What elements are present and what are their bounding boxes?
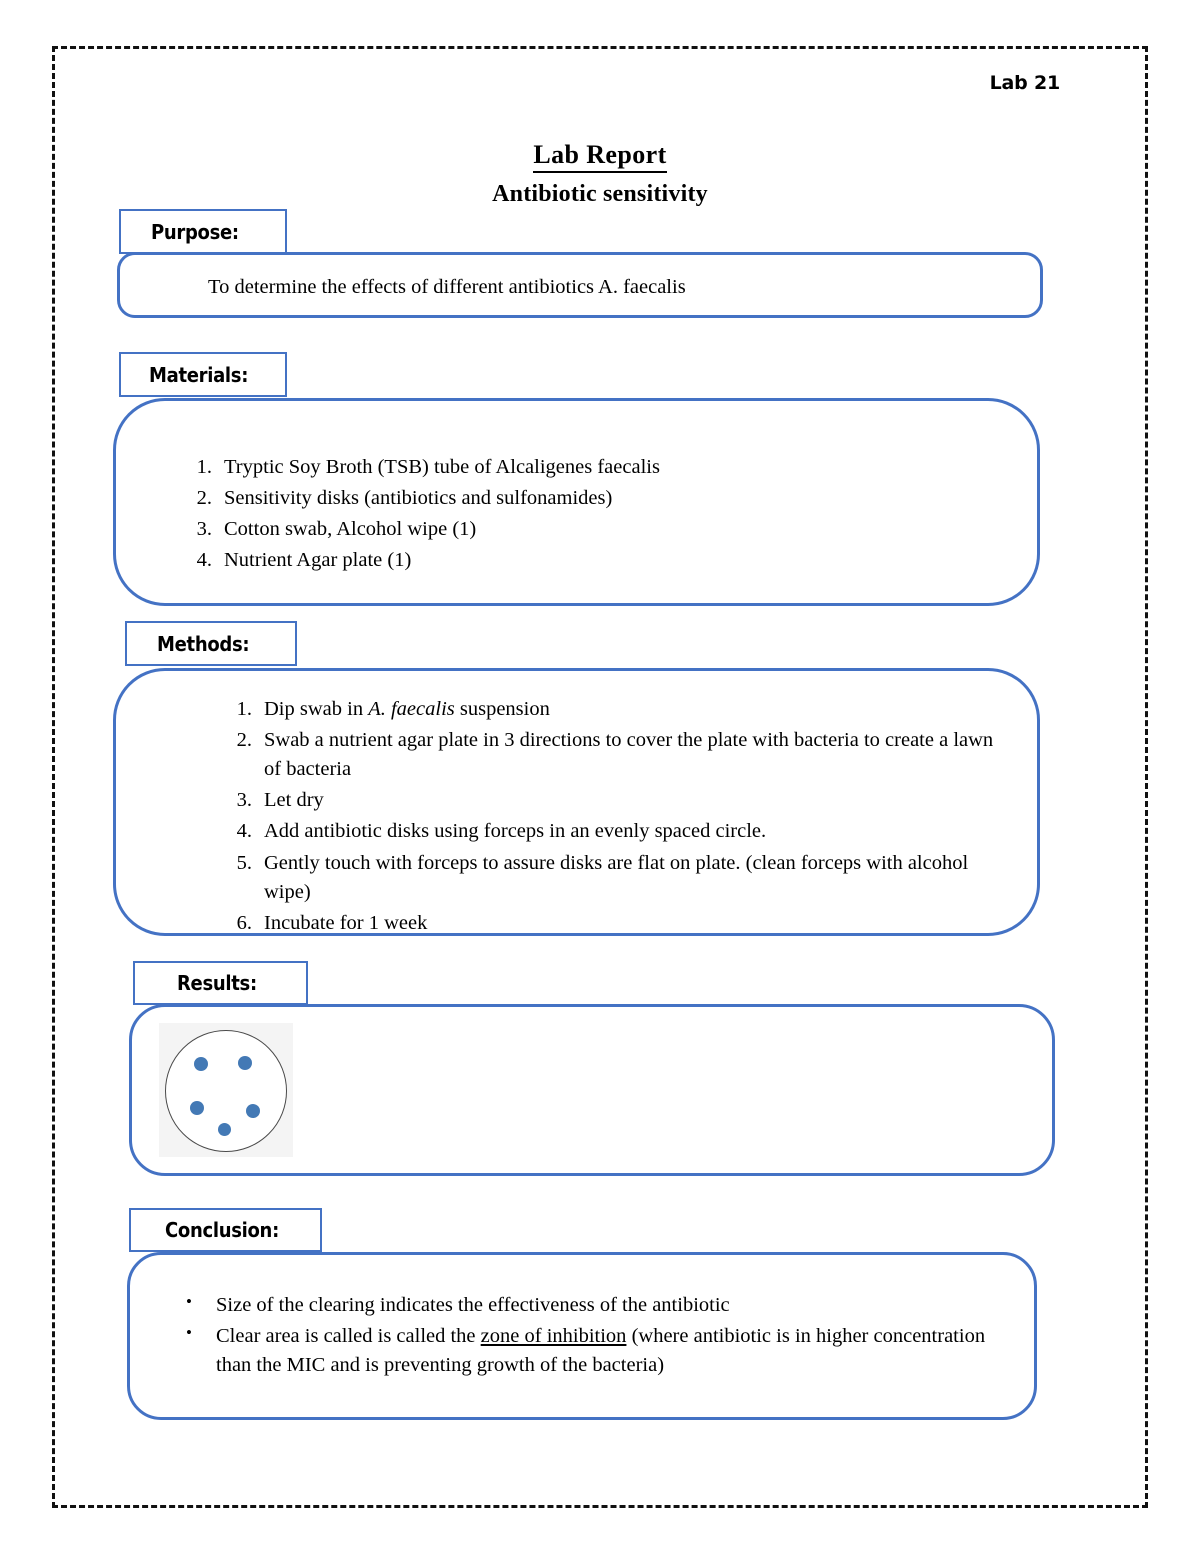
list-item-number: 1. — [196, 456, 212, 478]
list-item — [178, 484, 1037, 513]
list-item-text: Add antibiotic disks using forceps in an evenly spaced circle. — [264, 820, 767, 843]
conclusion-list — [130, 1255, 1034, 1380]
list-item-text: Nutrient Agar plate (1) — [224, 549, 412, 572]
list-item-number: 5. — [236, 851, 252, 874]
list-item-number: 1. — [236, 698, 252, 720]
list-item — [178, 515, 1037, 544]
list-item-text — [216, 1294, 730, 1316]
section-label-results-text: Results: — [177, 971, 257, 995]
list-item-text: Tryptic Soy Broth (TSB) tube of Alcaligenes faecalis — [224, 456, 660, 478]
section-box-results — [129, 1004, 1055, 1176]
list-item — [178, 1322, 994, 1380]
section-label-purpose — [119, 209, 287, 254]
materials-list — [116, 401, 1037, 575]
page-subtitle: Antibiotic sensitivity — [492, 181, 708, 207]
list-item-text: Gently touch with forceps to assure disks are flat on plate. (clean forceps with alcohol wipe) — [264, 851, 969, 903]
list-item-text — [264, 698, 550, 720]
list-item — [218, 817, 997, 846]
method-text-post: suspension — [454, 698, 550, 720]
section-label-methods-text: Methods: — [157, 631, 250, 656]
antibiotic-disk — [218, 1123, 231, 1136]
section-box-materials — [113, 398, 1040, 606]
list-item — [218, 695, 997, 724]
conclusion-text-pre: Size of the clearing indicates the effectiveness of the antibiotic — [216, 1294, 730, 1316]
section-label-results — [133, 961, 308, 1005]
document-title-block — [0, 140, 1200, 208]
section-label-purpose-text: Purpose: — [151, 219, 239, 244]
list-item — [218, 726, 997, 784]
bullet-icon: • — [186, 1292, 192, 1311]
list-item-text: Swab a nutrient agar plate in 3 directions to cover the plate with bacteria to create a lawn of bacteria — [264, 729, 994, 781]
methods-list — [116, 671, 1037, 938]
page-title: Lab Report — [533, 140, 666, 173]
list-item — [218, 909, 997, 938]
antibiotic-disk — [238, 1056, 252, 1070]
list-item-text: Cotton swab, Alcohol wipe (1) — [224, 518, 477, 541]
list-item — [178, 453, 1037, 482]
list-item-number: 3. — [236, 789, 252, 812]
method-text-pre: Dip swab in — [264, 698, 369, 720]
bullet-icon: • — [186, 1323, 192, 1343]
section-label-materials — [119, 352, 287, 397]
list-item-text — [216, 1325, 985, 1376]
conclusion-text-pre: Clear area is called is called the — [216, 1325, 481, 1348]
list-item-text: Let dry — [264, 789, 324, 812]
conclusion-text-post: (where antibiotic is in higher concentration than the MIC and is preventing growth of the bacteria) — [216, 1325, 986, 1377]
section-label-methods — [125, 621, 297, 666]
petri-dish-figure — [159, 1023, 293, 1157]
section-box-purpose — [117, 252, 1043, 318]
list-item-number: 2. — [196, 487, 212, 510]
purpose-text: To determine the effects of different antibiotics A. faecalis — [208, 276, 686, 298]
lab-number-header: Lab 21 — [989, 72, 1060, 94]
section-label-conclusion — [129, 1208, 322, 1252]
conclusion-text-underlined: zone of inhibition — [480, 1325, 627, 1348]
list-item — [218, 849, 997, 907]
list-item-text: Incubate for 1 week — [264, 911, 428, 934]
list-item-text: Sensitivity disks (antibiotics and sulfonamides) — [224, 487, 613, 510]
section-label-conclusion-text: Conclusion: — [165, 1218, 279, 1242]
antibiotic-disk — [194, 1057, 208, 1071]
section-box-conclusion — [127, 1252, 1037, 1420]
list-item-number: 4. — [196, 549, 212, 572]
petri-dish-outline — [165, 1030, 287, 1152]
list-item-number: 6. — [236, 911, 252, 934]
list-item — [178, 1291, 994, 1320]
list-item-number: 3. — [196, 518, 212, 541]
list-item — [178, 546, 1037, 575]
list-item-number: 4. — [236, 820, 252, 843]
section-label-materials-text: Materials: — [149, 362, 249, 387]
section-box-methods — [113, 668, 1040, 936]
method-text-italic: A. faecalis — [368, 698, 455, 720]
antibiotic-disk — [190, 1101, 204, 1115]
list-item — [218, 786, 997, 815]
list-item-number: 2. — [236, 729, 252, 752]
antibiotic-disk — [246, 1104, 260, 1118]
